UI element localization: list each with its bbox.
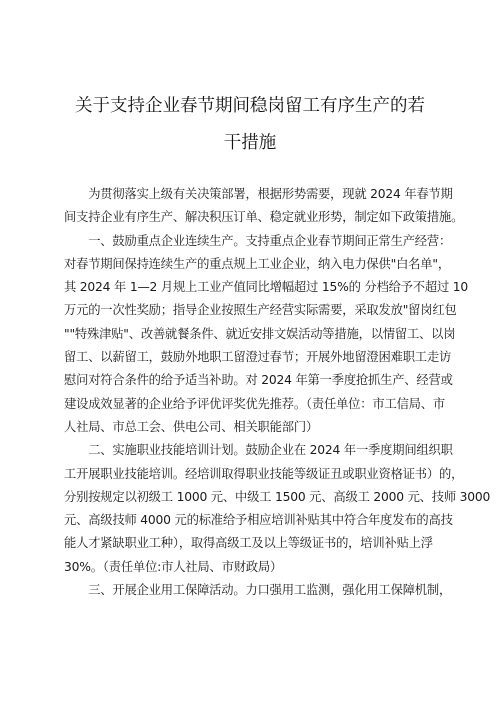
body-line: 30%。（责任单位:市人社局、市财政局） (64, 559, 283, 574)
body-line: 能人才紧缺职业工种），取得高级工及以上等级证书的，培训补贴上浮 (64, 536, 433, 551)
body-line: 间支持企业有序生产、解决积压订单、稳定就业形势，制定如下政策措施。 (64, 210, 464, 225)
body-line: 人社局、市总工会、供电公司、相关职能部门） (64, 419, 319, 434)
body-line: 对春节期间保持连续生产的重点规上工业企业，纳入电力保供"白名单"， (64, 256, 450, 271)
document-body (64, 183, 491, 602)
body-line: 建设成效显著的企业给予评优评奖优先推荐。（责任单位：市工信局、市 (64, 396, 445, 411)
document-title-line-2: 干措施 (223, 133, 277, 153)
body-line: 元、高级技师 4000 元的标准给予相应培训补贴其中符合年度发布的高技 (64, 513, 453, 528)
body-line: 工开展职业技能培训。经培训取得职业技能等级证丑或职业资格证书）的， (64, 466, 464, 481)
body-line: 一、鼓励重点企业连续生产。支持重点企业春节期间正常生产经营： (64, 233, 452, 248)
body-line: 分别按规定以初级工 1000 元、中级工 1500 元、高级工 2000 元、技师 3000 (64, 489, 491, 504)
body-line: 三、开展企业用工保障活动。力口强用工监测，强化用工保障机制， (64, 583, 452, 598)
body-line: 二、实施职业技能培训计划。鼓励企业在 2024 年一季度期间组织职 (64, 443, 453, 458)
document-title-line-1: 关于支持企业春节期间稳岗留工有序生产的若 (75, 96, 425, 116)
body-line: 留工、以薪留工，鼓励外地职工留澄过春节；开展外地留澄困难职工走访 (64, 350, 452, 365)
body-line: ""特殊津贴"、改善就餐条件、就近安排文娱活动等措施，以情留工、以岗 (64, 326, 456, 341)
body-line: 慰问对符合条件的给予适当补助。对 2024 年第一季度抢抓生产、经营或 (64, 373, 453, 388)
body-line: 万元的一次性奖励；指导企业按照生产经营实际需要，采取发放"留岗红包 (64, 303, 457, 318)
body-line: 其 2024 年 1—2 月规上工业产值同比增幅超过 15%的 分档给予不超过 10 (64, 280, 469, 295)
body-line: 为贯彻落实上级有关决策部署，根据形势需要，现就 2024 年春节期 (64, 187, 453, 201)
